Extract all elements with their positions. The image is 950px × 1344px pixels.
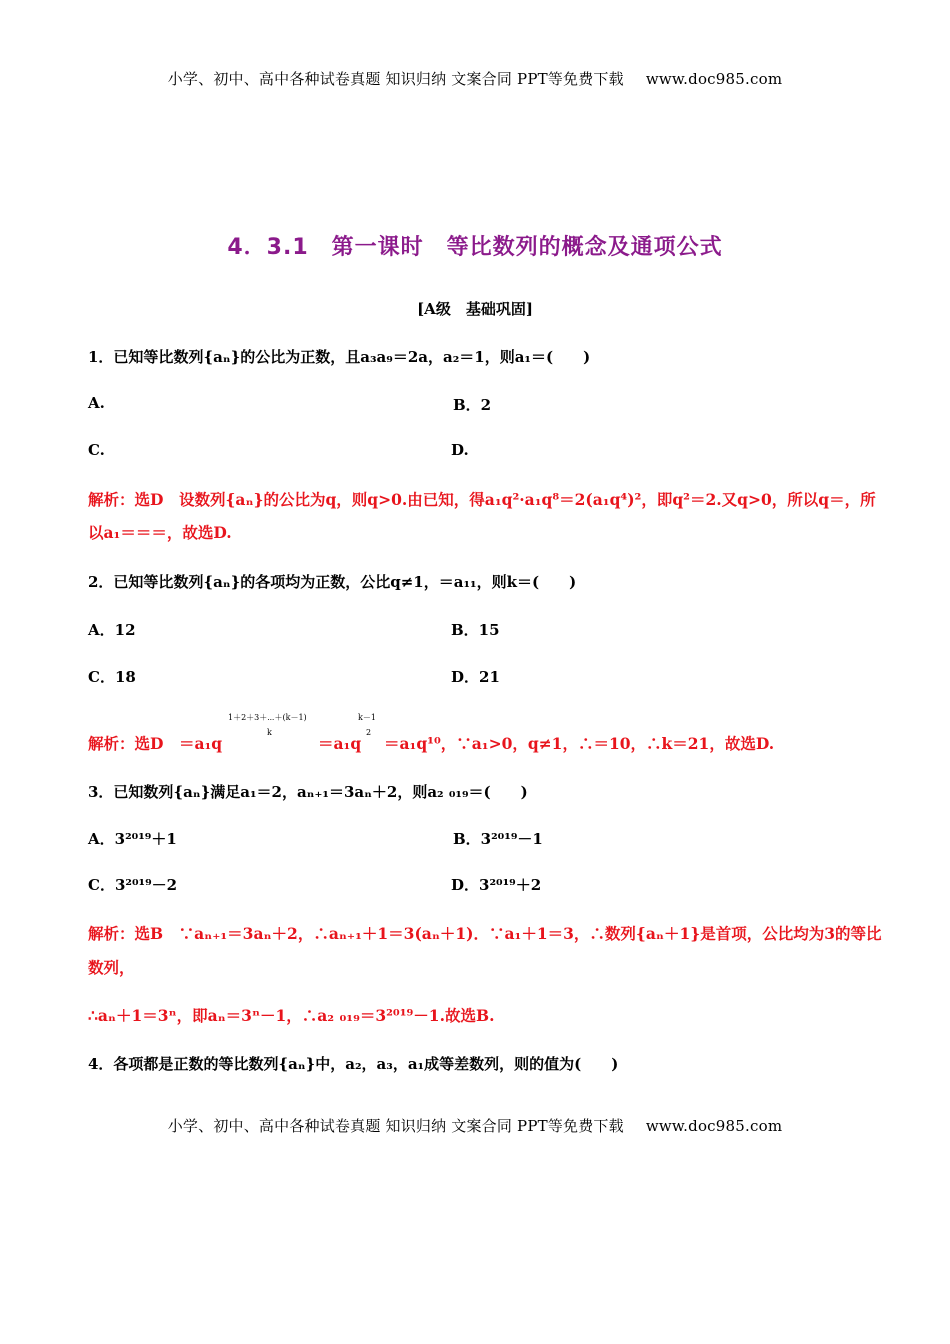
q1-option-d: D. <box>451 441 469 459</box>
q1-stem: 1．已知等比数列{aₙ}的公比为正数，且a₃a₉＝2a，a₂＝1，则a₁＝( ) <box>88 348 591 366</box>
q4-stem: 4．各项都是正数的等比数列{aₙ}中，a₂，a₃，a₁成等差数列，则的值为( ) <box>88 1055 619 1073</box>
level-heading: [A级 基础巩固] <box>417 300 533 318</box>
q3-analysis-line2: 数列， <box>88 958 135 977</box>
page-header <box>0 68 950 89</box>
page-footer <box>0 1115 950 1136</box>
q3-analysis-line3: ∴aₙ＋1＝3ⁿ，即aₙ＝3ⁿ－1，∴a₂ ₀₁₉＝3²⁰¹⁹－1.故选B. <box>88 1006 495 1025</box>
q3-option-d: D．3²⁰¹⁹＋2 <box>451 876 542 894</box>
q1-option-b: B．2 <box>453 396 492 414</box>
q3-option-c: C．3²⁰¹⁹－2 <box>88 876 178 894</box>
q3-stem: 3．已知数列{aₙ}满足a₁＝2，aₙ₊₁＝3aₙ＋2，则a₂ ₀₁₉＝( ) <box>88 783 528 801</box>
q1-analysis-line2: 以a₁＝＝＝，故选D. <box>88 523 232 542</box>
footer-text: 小学、初中、高中各种试卷真题 知识归纳 文案合同 PPT等免费下载 <box>167 1117 624 1135</box>
q2-analysis-part3: ＝a₁q¹⁰，∵a₁>0，q≠1，∴＝10，∴k＝21，故选D. <box>384 734 775 753</box>
q3-analysis-line1: 解析：选B ∵aₙ₊₁＝3aₙ＋2，∴aₙ₊₁＋1＝3(aₙ＋1)．∵a₁＋1＝3，∴数列{aₙ＋1}是首项，公比均为3的等比 <box>88 924 882 943</box>
header-text: 小学、初中、高中各种试卷真题 知识归纳 文案合同 PPT等免费下载 <box>167 70 624 88</box>
q3-option-a: A．3²⁰¹⁹＋1 <box>88 830 177 848</box>
q2-option-c: C．18 <box>88 668 136 686</box>
q1-option-a: A. <box>88 394 105 412</box>
header-url: www.doc985.com <box>645 70 783 88</box>
q2-exponent2-denominator: 2 <box>366 728 372 737</box>
q2-exponent-denominator: k <box>267 728 272 737</box>
q2-option-d: D．21 <box>451 668 500 686</box>
q1-option-c: C. <box>88 441 105 459</box>
q2-stem: 2．已知等比数列{aₙ}的各项均为正数，公比q≠1，＝a₁₁，则k＝( ) <box>88 573 577 591</box>
lesson-title: 4．3.1 第一课时 等比数列的概念及通项公式 <box>227 235 723 260</box>
q2-analysis-part1: 解析：选D ＝a₁q <box>88 734 223 753</box>
q2-option-a: A．12 <box>88 621 136 639</box>
footer-url: www.doc985.com <box>645 1117 783 1135</box>
q2-analysis-part2: ＝a₁q <box>318 734 362 753</box>
q2-exponent2-numerator: k－1 <box>358 713 376 722</box>
q2-exponent-numerator: 1＋2＋3＋⋯＋(k－1) <box>228 713 307 722</box>
q3-option-b: B．3²⁰¹⁹－1 <box>453 830 543 848</box>
q1-analysis-line1: 解析：选D 设数列{aₙ}的公比为q，则q>0.由已知，得a₁q²·a₁q⁸＝2(a₁q⁴)²，即q²＝2.又q>0，所以q＝，所 <box>88 490 876 509</box>
q2-option-b: B．15 <box>451 621 500 639</box>
